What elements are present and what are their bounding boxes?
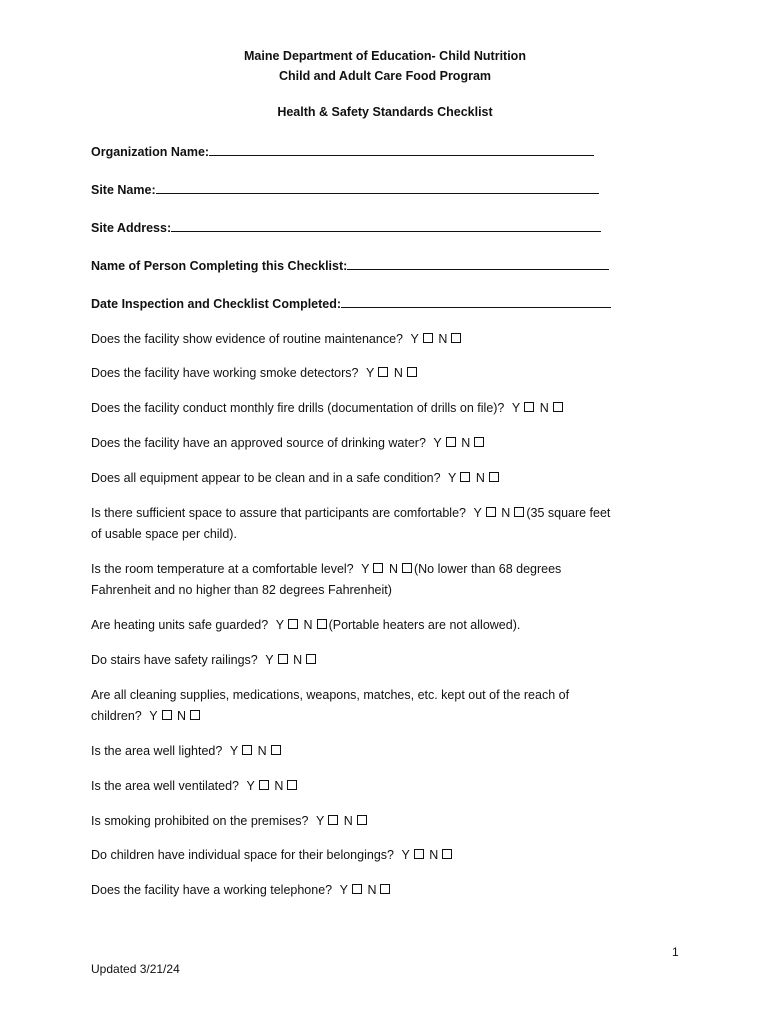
yes-label: Y	[365, 366, 375, 380]
no-checkbox[interactable]	[474, 437, 484, 447]
person-completing-label: Name of Person Completing this Checklist:	[91, 259, 348, 273]
no-label: N	[475, 471, 485, 485]
question-13	[91, 811, 691, 832]
yes-label: Y	[473, 506, 482, 520]
site-address-field[interactable]	[91, 219, 601, 235]
no-checkbox[interactable]	[451, 333, 461, 343]
organization-name-label: Organization Name:	[91, 145, 210, 159]
question-text-continued: children?	[91, 709, 142, 723]
no-label: N	[461, 436, 471, 450]
no-label: N	[539, 401, 549, 415]
question-10	[91, 685, 691, 727]
no-checkbox[interactable]	[271, 745, 281, 755]
updated-date: Updated 3/21/24	[91, 962, 180, 976]
question-3	[91, 398, 691, 419]
no-label: N	[429, 848, 439, 862]
no-label: N	[303, 618, 313, 632]
no-checkbox[interactable]	[402, 563, 412, 573]
no-checkbox[interactable]	[317, 619, 327, 629]
question-text: Do children have individual space for their belongings?	[91, 848, 394, 862]
question-text: Does the facility show evidence of routine maintenance?	[91, 332, 403, 346]
question-9	[91, 650, 691, 671]
question-note: (35 square feet	[526, 506, 611, 520]
yes-label: Y	[275, 618, 285, 632]
yes-checkbox[interactable]	[259, 780, 269, 790]
agency-title: Maine Department of Education- Child Nutrition	[244, 49, 526, 63]
yes-checkbox[interactable]	[524, 402, 534, 412]
no-label: N	[274, 779, 284, 793]
question-text: Does the facility have working smoke detectors?	[91, 366, 359, 380]
question-12	[91, 776, 691, 797]
page-number: 1	[672, 945, 679, 959]
yes-checkbox[interactable]	[378, 367, 388, 377]
question-text: Does the facility have a working telephone?	[91, 883, 333, 897]
no-label: N	[388, 562, 398, 576]
yes-checkbox[interactable]	[162, 710, 172, 720]
no-checkbox[interactable]	[489, 472, 499, 482]
checklist-title: Health & Safety Standards Checklist	[277, 105, 493, 119]
yes-label: Y	[511, 401, 521, 415]
person-completing-line[interactable]	[347, 257, 609, 270]
yes-label: Y	[229, 744, 239, 758]
question-11	[91, 741, 691, 762]
no-label: N	[501, 506, 511, 520]
yes-checkbox[interactable]	[460, 472, 470, 482]
yes-checkbox[interactable]	[278, 654, 288, 664]
no-checkbox[interactable]	[357, 815, 367, 825]
organization-name-line[interactable]	[209, 143, 594, 156]
no-label: N	[177, 709, 187, 723]
question-text: Does all equipment appear to be clean and in a safe condition?	[91, 471, 441, 485]
yes-checkbox[interactable]	[446, 437, 456, 447]
no-checkbox[interactable]	[287, 780, 297, 790]
yes-label: Y	[401, 848, 410, 862]
site-name-line[interactable]	[156, 181, 599, 194]
question-text: Is the area well lighted?	[91, 744, 223, 758]
question-text: Is there sufficient space to assure that participants are comfortable?	[91, 506, 466, 520]
yes-label: Y	[433, 436, 442, 450]
question-text: Are all cleaning supplies, medications, weapons, matches, etc. kept out of the reach of	[91, 688, 570, 702]
date-completed-line[interactable]	[341, 295, 611, 308]
date-completed-label: Date Inspection and Checklist Completed:	[91, 297, 342, 311]
no-label: N	[367, 883, 377, 897]
site-address-line[interactable]	[171, 219, 601, 232]
no-checkbox[interactable]	[407, 367, 417, 377]
program-title: Child and Adult Care Food Program	[278, 69, 492, 83]
yes-label: Y	[265, 653, 274, 667]
no-checkbox[interactable]	[380, 884, 390, 894]
yes-label: Y	[246, 779, 255, 793]
no-checkbox[interactable]	[190, 710, 200, 720]
question-text: Is smoking prohibited on the premises?	[91, 814, 309, 828]
yes-checkbox[interactable]	[288, 619, 298, 629]
date-completed-field[interactable]	[91, 295, 611, 311]
no-label: N	[257, 744, 267, 758]
question-text: Does the facility conduct monthly fire drills (documentation of drills on file)?	[91, 401, 505, 415]
question-14	[91, 845, 691, 866]
question-note-continued: Fahrenheit and no higher than 82 degrees Fahrenheit)	[91, 583, 392, 597]
yes-label: Y	[149, 709, 158, 723]
question-4	[91, 433, 691, 454]
yes-label: Y	[339, 883, 348, 897]
question-15	[91, 880, 691, 901]
question-note: (Portable heaters are not allowed).	[328, 618, 521, 632]
no-label: N	[393, 366, 403, 380]
question-6	[91, 503, 691, 545]
yes-checkbox[interactable]	[486, 507, 496, 517]
site-name-label: Site Name:	[91, 183, 156, 197]
question-text: Are heating units safe guarded?	[91, 618, 269, 632]
question-5	[91, 468, 691, 489]
no-checkbox[interactable]	[553, 402, 563, 412]
question-text: Is the area well ventilated?	[91, 779, 240, 793]
yes-checkbox[interactable]	[242, 745, 252, 755]
yes-checkbox[interactable]	[414, 849, 424, 859]
yes-checkbox[interactable]	[352, 884, 362, 894]
no-checkbox[interactable]	[442, 849, 452, 859]
yes-checkbox[interactable]	[373, 563, 383, 573]
question-1	[91, 329, 691, 350]
no-checkbox[interactable]	[514, 507, 524, 517]
no-label: N	[293, 653, 303, 667]
yes-checkbox[interactable]	[328, 815, 338, 825]
yes-checkbox[interactable]	[423, 333, 433, 343]
no-checkbox[interactable]	[306, 654, 316, 664]
question-text: Is the room temperature at a comfortable level?	[91, 562, 354, 576]
yes-label: Y	[361, 562, 370, 576]
question-text: Does the facility have an approved source of drinking water?	[91, 436, 426, 450]
question-note: (No lower than 68 degrees	[413, 562, 562, 576]
site-name-field[interactable]	[91, 181, 599, 197]
question-7	[91, 559, 691, 601]
yes-label: Y	[410, 332, 419, 346]
yes-label: Y	[448, 471, 457, 485]
no-label: N	[438, 332, 448, 346]
organization-name-field[interactable]	[91, 143, 594, 159]
site-address-label: Site Address:	[91, 221, 172, 235]
question-text: Do stairs have safety railings?	[91, 653, 258, 667]
question-2	[91, 363, 691, 384]
question-note-continued: of usable space per child).	[91, 527, 237, 541]
question-8	[91, 615, 691, 636]
person-completing-field[interactable]	[91, 257, 609, 273]
no-label: N	[343, 814, 353, 828]
yes-label: Y	[315, 814, 325, 828]
